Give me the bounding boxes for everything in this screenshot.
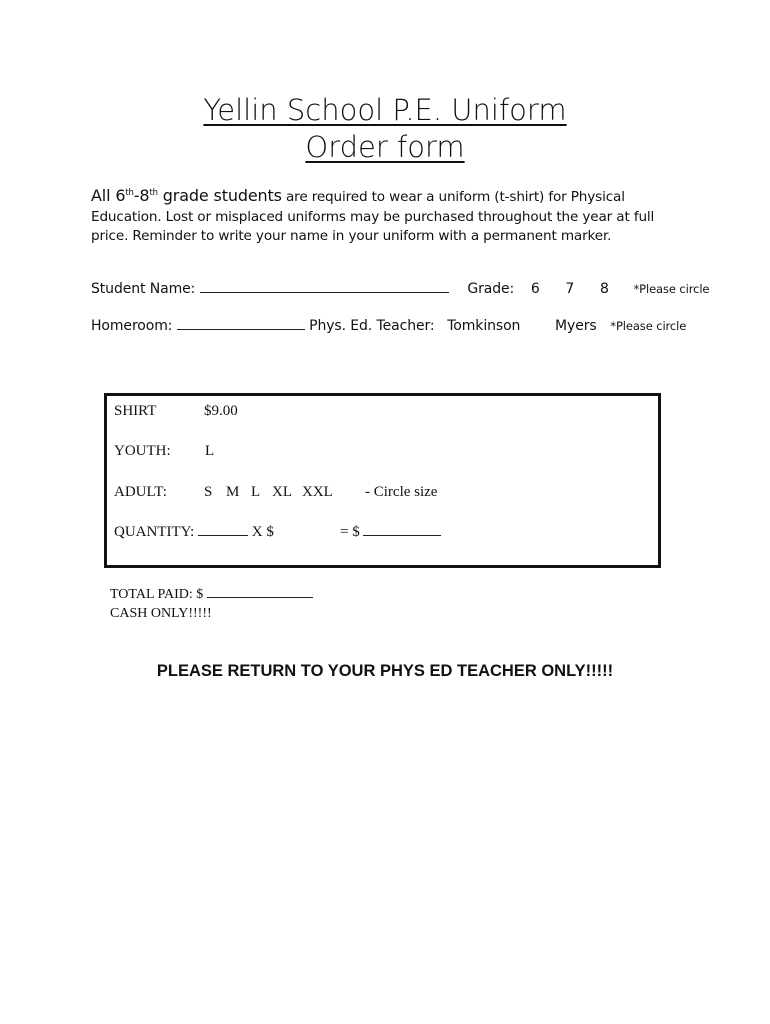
homeroom-row (91, 318, 686, 334)
subtotal-row (340, 524, 441, 541)
teacher-option-tomkinson[interactable]: Tomkinson (447, 318, 521, 334)
adult-label: ADULT: (114, 484, 167, 500)
student-row (91, 281, 709, 297)
teacher-option-myers[interactable]: Myers (555, 318, 597, 334)
circle-size-note: - Circle size (365, 484, 438, 500)
intro-paragraph (91, 186, 681, 247)
adult-size-s[interactable]: S (204, 484, 213, 500)
teacher-label: Phys. Ed. Teacher: (309, 318, 435, 334)
intro-lead: All 6th-8th grade students (91, 186, 282, 205)
quantity-field[interactable] (198, 534, 248, 536)
youth-label: YOUTH: (114, 443, 171, 459)
student-name-field[interactable] (200, 291, 449, 293)
form-title (0, 92, 770, 166)
total-paid-label: TOTAL PAID: $ (110, 587, 204, 602)
total-paid-field[interactable] (207, 596, 313, 598)
order-box (104, 393, 661, 568)
homeroom-label: Homeroom: (91, 318, 173, 334)
grade-option-7[interactable]: 7 (565, 281, 575, 297)
quantity-row (114, 524, 274, 541)
grade-option-8[interactable]: 8 (599, 281, 609, 297)
title-line-2: Order form (305, 130, 465, 164)
quantity-label: QUANTITY: (114, 524, 195, 540)
intro-body: are required to wear a uniform (t-shirt) for Physical Education. Lost or misplaced uniforms may be purchased throughout the year at full price. Reminder to write your name in your uniform with a permanent marker. (91, 189, 655, 244)
totals-block (110, 585, 313, 623)
adult-size-l[interactable]: L (251, 484, 261, 500)
grade-label: Grade: (467, 281, 515, 297)
total-paid-row (110, 585, 313, 604)
shirt-label: SHIRT (114, 403, 157, 419)
return-note: PLEASE RETURN TO YOUR PHYS ED TEACHER ONLY!!!!! (156, 662, 614, 680)
homeroom-field[interactable] (177, 328, 305, 330)
adult-size-xxl[interactable]: XXL (302, 484, 333, 500)
youth-size-l[interactable]: L (205, 443, 215, 459)
adult-size-m[interactable]: M (226, 484, 240, 500)
equals-label: = $ (340, 524, 360, 540)
grade-option-6[interactable]: 6 (530, 281, 540, 297)
subtotal-field[interactable] (363, 534, 441, 536)
times-price: X $ (251, 524, 274, 540)
teacher-circle-note: *Please circle (610, 319, 687, 333)
shirt-price: $9.00 (204, 403, 238, 419)
adult-size-xl[interactable]: XL (272, 484, 292, 500)
student-name-label: Student Name: (91, 281, 196, 297)
title-line-1: Yellin School P.E. Uniform (203, 93, 567, 127)
grade-circle-note: *Please circle (633, 282, 710, 296)
cash-only-note: CASH ONLY!!!!! (110, 606, 212, 621)
